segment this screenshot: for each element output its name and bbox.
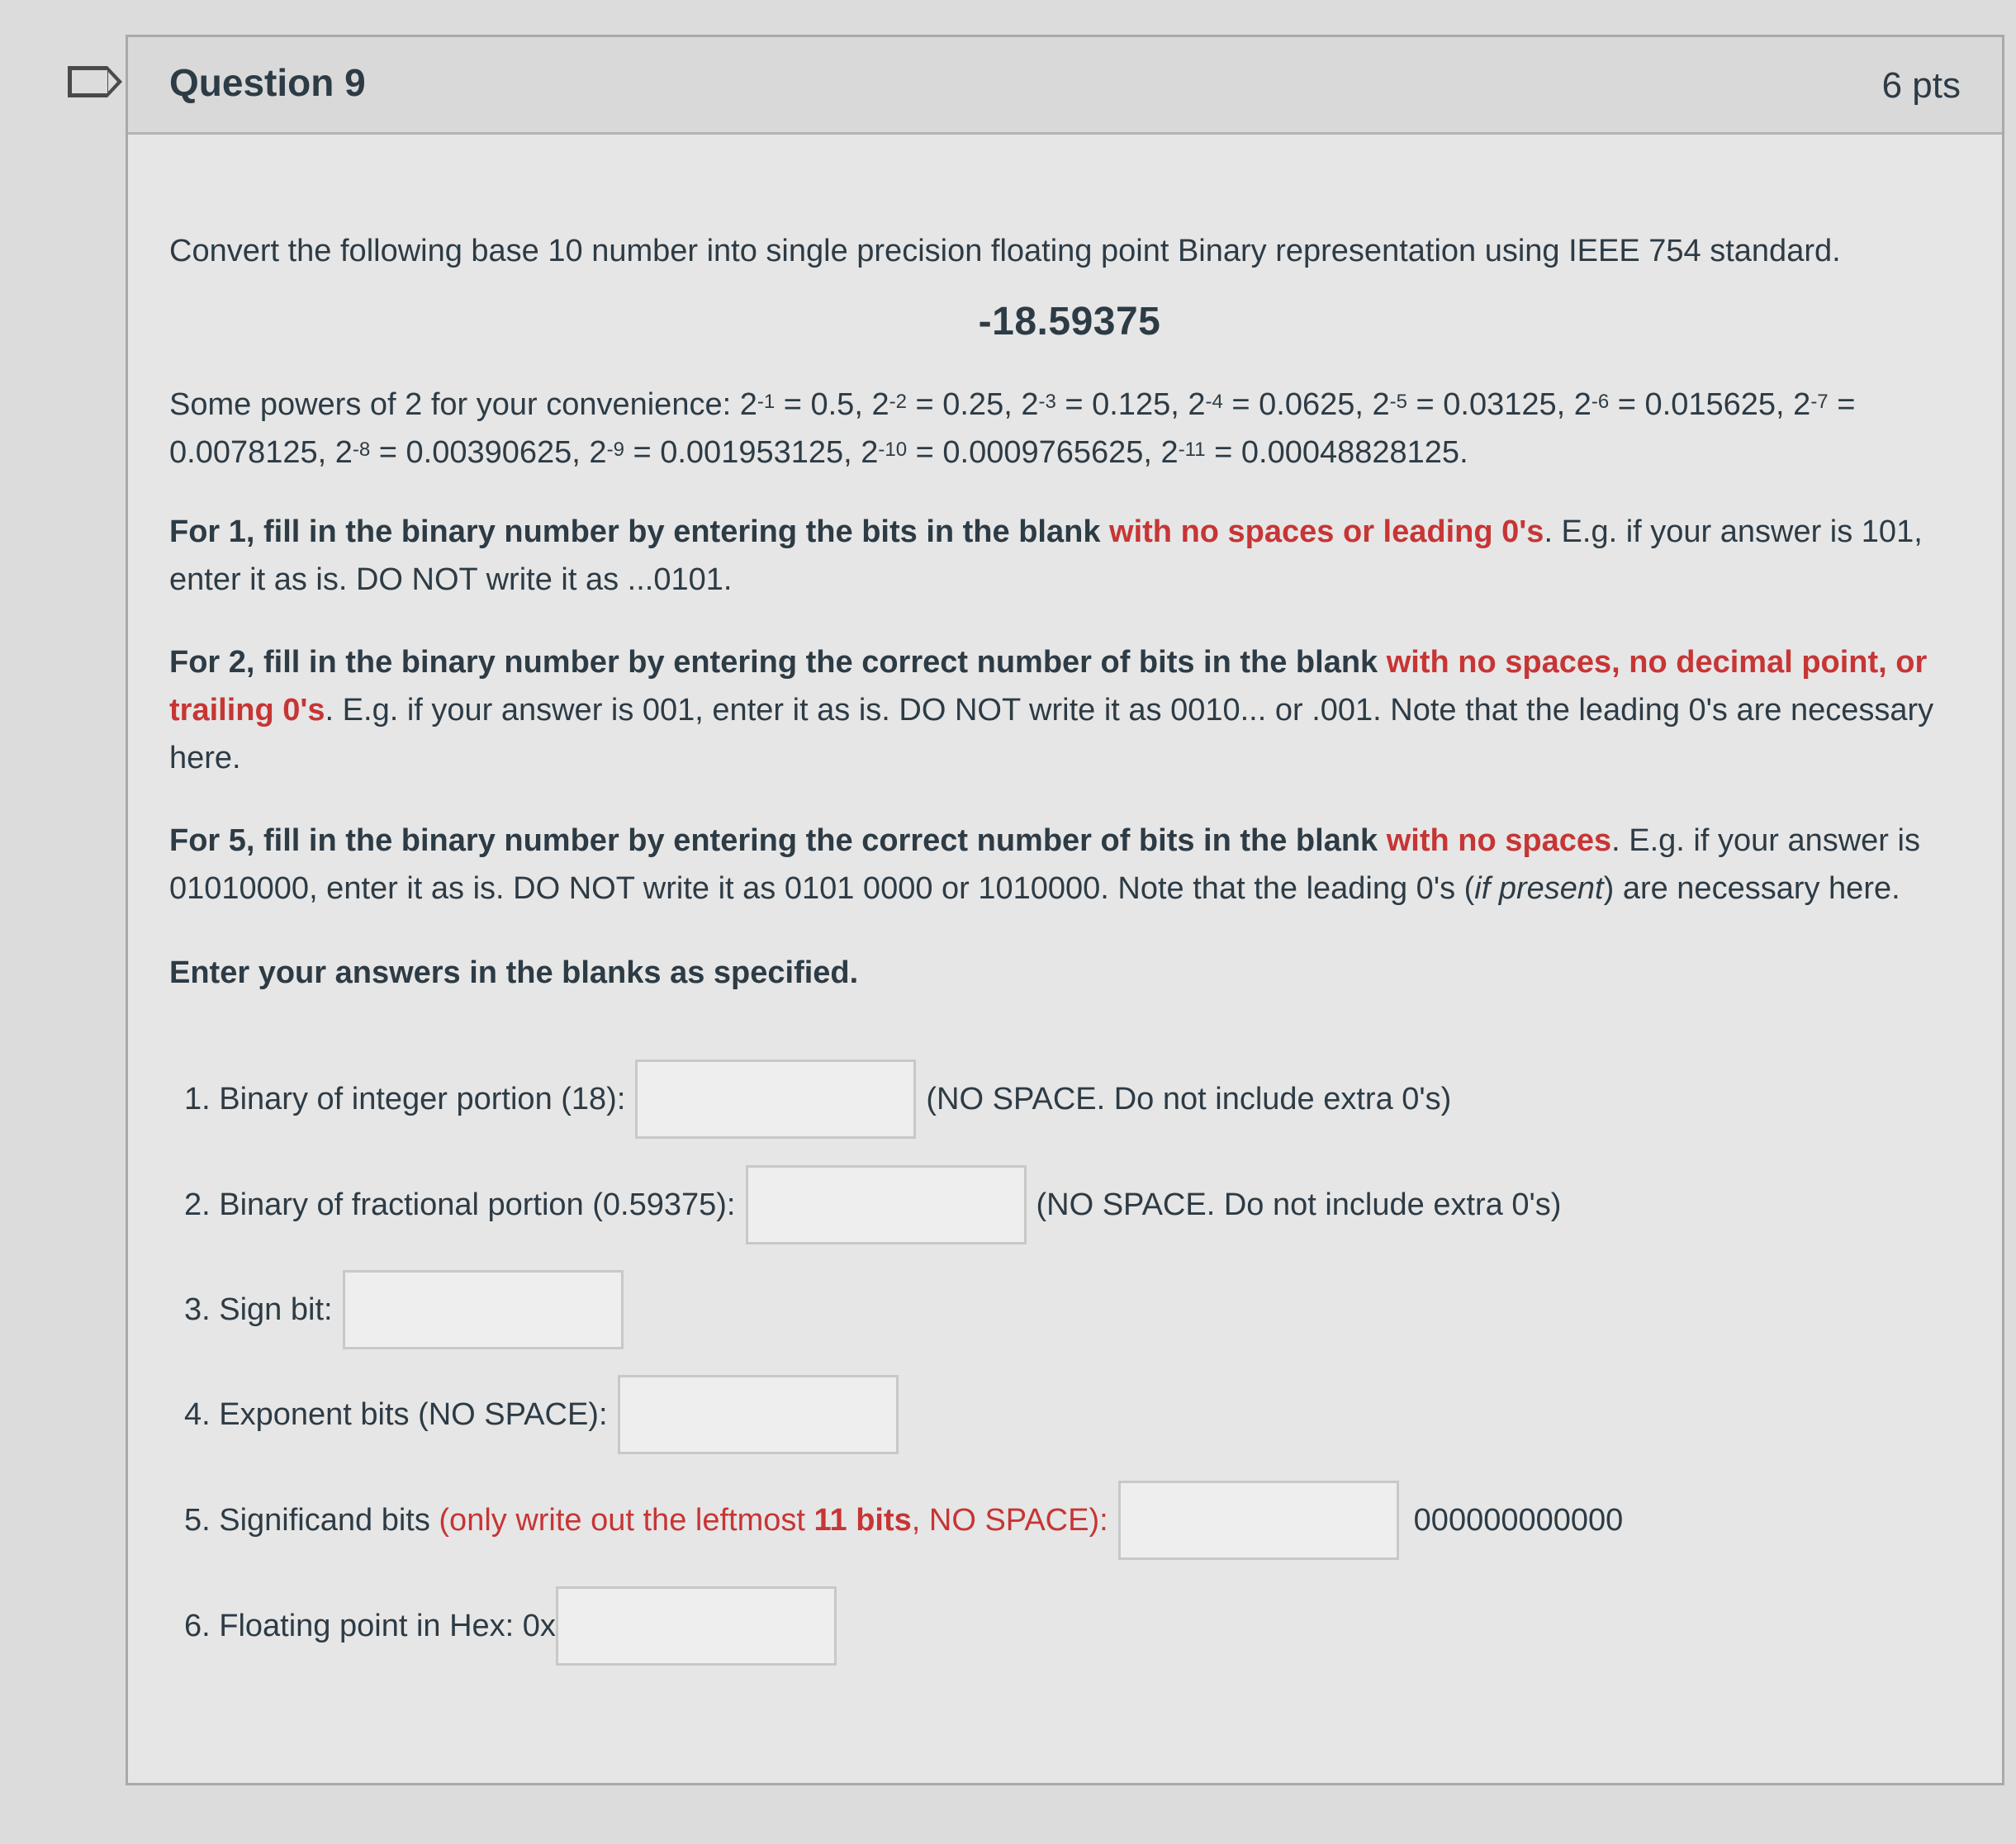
power-value: = 0.001953125,: [624, 435, 852, 470]
instruction-5-rest-a: . E.g. if your answer is 01010000, enter it as is. DO NOT write it as 0101 0000 or 1010000. Note that the leading 0's (: [169, 823, 1920, 906]
power-base: 2: [739, 387, 757, 422]
answer-6-label: 6. Floating point in Hex: 0x: [184, 1608, 556, 1643]
power-value: = 0.25,: [906, 387, 1013, 422]
power-of-two-item: [1364, 387, 1565, 422]
power-of-two-item: [863, 387, 1013, 422]
power-base: 2: [851, 435, 879, 470]
power-value: = 0.015625,: [1609, 387, 1785, 422]
powers-label: Some powers of 2 for your convenience:: [169, 387, 732, 422]
question-title: Question 9: [169, 61, 366, 104]
answer-1-note: (NO SPACE. Do not include extra 0's): [926, 1081, 1452, 1116]
answer-3-input[interactable]: [343, 1270, 624, 1349]
power-of-two-item: [1565, 387, 1784, 422]
answer-2-note: (NO SPACE. Do not include extra 0's): [1036, 1187, 1562, 1222]
instruction-2: [169, 638, 1970, 782]
answer-row-2: [184, 1163, 1561, 1247]
instruction-2-bold: For 2, fill in the binary number by entering the correct number of bits in the blank: [169, 645, 1378, 680]
power-exponent: -4: [1205, 391, 1223, 413]
power-of-two-item: [1179, 387, 1364, 422]
power-exponent: -5: [1389, 391, 1407, 413]
instruction-1-rest: . E.g. if your answer is 101, enter it as is. DO NOT write it as ...0101.: [169, 514, 1923, 597]
instruction-5-italic: if present: [1474, 871, 1604, 906]
power-value: = 0.5,: [775, 387, 863, 422]
answer-row-6: [184, 1584, 837, 1668]
power-of-two-item: [581, 435, 852, 470]
instruction-5: [169, 817, 1970, 913]
question-header: [128, 37, 2002, 135]
flag-question-icon[interactable]: [68, 66, 107, 97]
power-base: 2: [1784, 387, 1811, 422]
answer-1-input[interactable]: [635, 1059, 916, 1139]
power-base: 2: [1012, 387, 1039, 422]
power-exponent: -3: [1038, 391, 1056, 413]
power-base: 2: [1179, 387, 1206, 422]
power-base: 2: [1363, 387, 1390, 422]
power-exponent: -7: [1810, 391, 1829, 413]
answer-row-3: [184, 1268, 624, 1352]
instruction-5-bold: For 5, fill in the binary number by entering the correct number of bits in the blank: [169, 823, 1378, 858]
instruction-1: [169, 508, 1970, 604]
question-body: [169, 227, 1970, 1041]
answer-3-label: 3. Sign bit:: [184, 1292, 333, 1327]
answer-5-label-red-end: , NO SPACE):: [911, 1502, 1108, 1538]
instruction-1-red: with no spaces or leading 0's: [1109, 514, 1544, 549]
power-value: = 0.0009765625,: [907, 435, 1152, 470]
answer-5-label-main: 5. Significand bits: [184, 1502, 430, 1538]
powers-of-two: [169, 381, 1970, 476]
instruction-1-bold: For 1, fill in the binary number by entering the bits in the blank: [169, 514, 1101, 549]
power-exponent: -9: [606, 438, 624, 461]
answer-5-bits-bold: 11 bits: [814, 1502, 912, 1538]
answer-2-input[interactable]: [746, 1165, 1027, 1244]
instruction-5-red: with no spaces: [1386, 823, 1612, 858]
power-exponent: -1: [757, 391, 776, 413]
target-number: -18.59375: [978, 300, 1161, 344]
answer-row-4: [184, 1372, 899, 1457]
power-value: = 0.125,: [1055, 387, 1179, 422]
power-exponent: -8: [352, 438, 371, 461]
answer-5-label-red: (only write out the leftmost: [439, 1502, 805, 1538]
power-base: 2: [326, 435, 353, 470]
answer-row-1: [184, 1057, 1451, 1141]
question-card: [126, 35, 2004, 1785]
answer-2-label: 2. Binary of fractional portion (0.59375):: [184, 1187, 736, 1222]
answer-5-input[interactable]: [1118, 1481, 1399, 1560]
power-of-two-item: [326, 435, 581, 470]
answer-5-label: [184, 1503, 1108, 1538]
power-base: 2: [1565, 387, 1591, 422]
answer-1-label: 1. Binary of integer portion (18):: [184, 1081, 626, 1116]
answer-4-input[interactable]: [618, 1375, 899, 1454]
power-value: = 0.0078125,: [169, 387, 1856, 470]
power-value: = 0.0625,: [1222, 387, 1364, 422]
power-value: = 0.00390625,: [370, 435, 581, 470]
answer-row-5: [184, 1478, 1623, 1562]
instruction-2-red: with no spaces, no decimal point, or trailing 0's: [169, 645, 1928, 728]
instruction-5-rest-b: ) are necessary here.: [1603, 871, 1900, 906]
power-exponent: -10: [878, 438, 908, 461]
power-of-two-item: [740, 387, 863, 422]
answer-6-input[interactable]: [556, 1586, 837, 1666]
power-value: = 0.00048828125.: [1205, 435, 1468, 470]
power-of-two-item: [1152, 435, 1468, 470]
power-base: 2: [862, 387, 889, 422]
power-of-two-item: [852, 435, 1152, 470]
question-points: 6 pts: [1881, 65, 1961, 106]
enter-answers-heading: Enter your answers in the blanks as specified.: [169, 955, 859, 990]
power-value: = 0.03125,: [1406, 387, 1566, 422]
power-exponent: -6: [1591, 391, 1610, 413]
instruction-2-rest: . E.g. if your answer is 001, enter it as is. DO NOT write it as 0010... or .001. Note that the leading 0's are necessary here.: [169, 693, 1934, 775]
power-base: 2: [580, 435, 607, 470]
answer-4-label: 4. Exponent bits (NO SPACE):: [184, 1396, 608, 1432]
power-exponent: -11: [1178, 438, 1206, 461]
power-exponent: -2: [889, 391, 907, 413]
answer-5-trailing-zeros: 000000000000: [1413, 1502, 1624, 1538]
question-intro: Convert the following base 10 number into single precision floating point Binary representation using IEEE 754 standard.: [169, 234, 1841, 268]
power-base: 2: [1151, 435, 1179, 470]
power-of-two-item: [1013, 387, 1179, 422]
